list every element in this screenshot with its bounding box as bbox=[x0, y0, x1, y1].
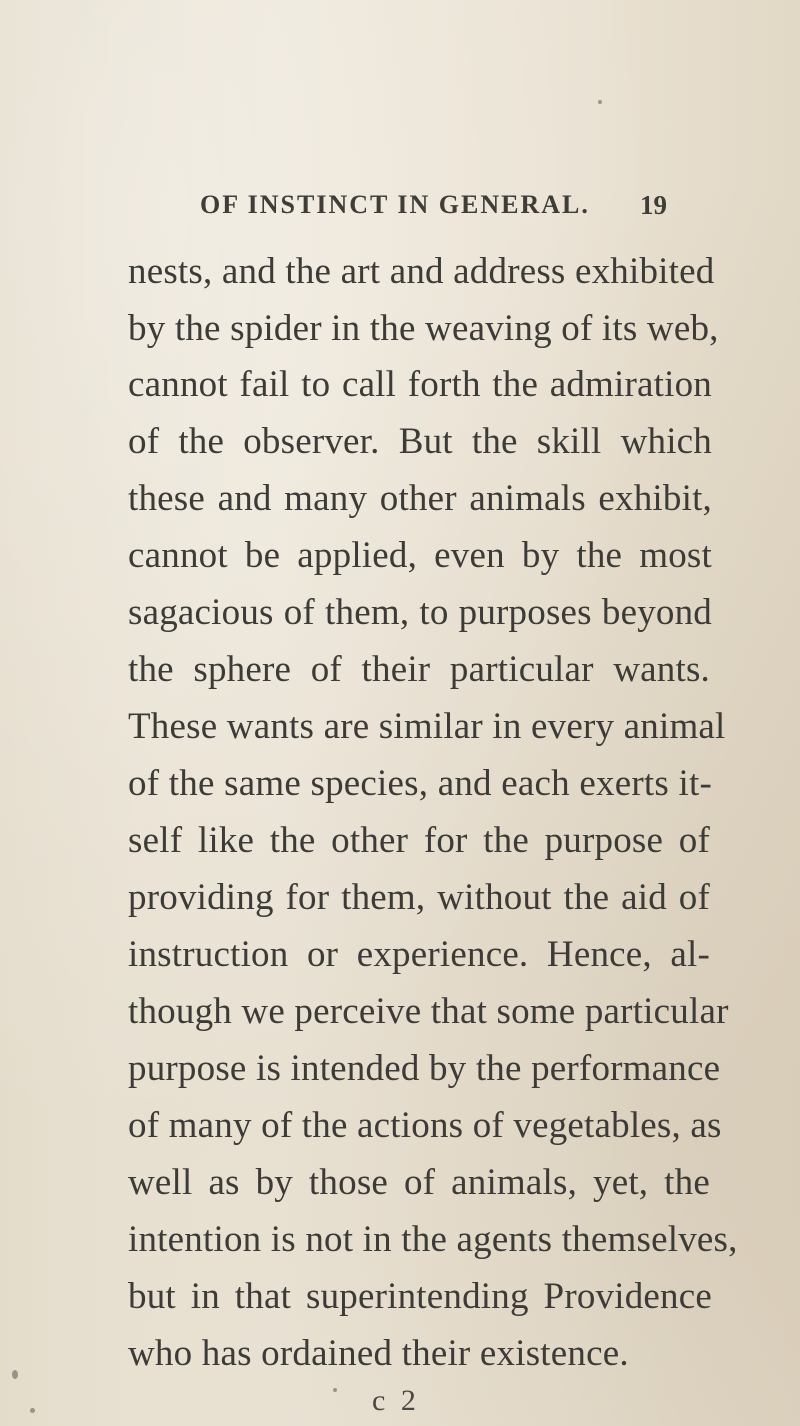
text-line: the sphere of their particular wants. bbox=[128, 649, 710, 690]
text-line: of the same species, and each exerts it- bbox=[128, 763, 712, 804]
text-line: who has ordained their existence. bbox=[128, 1333, 629, 1374]
paper-speck bbox=[333, 1388, 337, 1392]
text-line: sagacious of them, to purposes beyond bbox=[128, 592, 712, 633]
signature-mark: c 2 bbox=[372, 1384, 420, 1417]
text-line: of the observer. But the skill which bbox=[128, 421, 712, 462]
text-line: instruction or experience. Hence, al- bbox=[128, 934, 710, 975]
text-line: These wants are similar in every animal bbox=[128, 706, 726, 747]
paper-speck bbox=[30, 1408, 35, 1413]
text-line: intention is not in the agents themselves, bbox=[128, 1219, 738, 1260]
paper-speck bbox=[12, 1370, 18, 1379]
text-line: nests, and the art and address exhibited bbox=[128, 251, 715, 292]
text-line: of many of the actions of vegetables, as bbox=[128, 1105, 722, 1146]
text-line: cannot fail to call forth the admiration bbox=[128, 364, 712, 405]
text-line: well as by those of animals, yet, the bbox=[128, 1162, 710, 1203]
text-line: though we perceive that some particular bbox=[128, 991, 729, 1032]
paper-speck bbox=[598, 100, 602, 104]
text-line: by the spider in the weaving of its web, bbox=[128, 308, 719, 349]
text-line: purpose is intended by the performance bbox=[128, 1048, 721, 1089]
running-title: OF INSTINCT IN GENERAL. bbox=[200, 190, 590, 219]
page-number: 19 bbox=[640, 190, 667, 220]
text-line: cannot be applied, even by the most bbox=[128, 535, 712, 576]
text-line: these and many other animals exhibit, bbox=[128, 478, 712, 519]
text-line: providing for them, without the aid of bbox=[128, 877, 710, 918]
text-line: self like the other for the purpose of bbox=[128, 820, 710, 861]
text-line: but in that superintending Providence bbox=[128, 1276, 712, 1317]
